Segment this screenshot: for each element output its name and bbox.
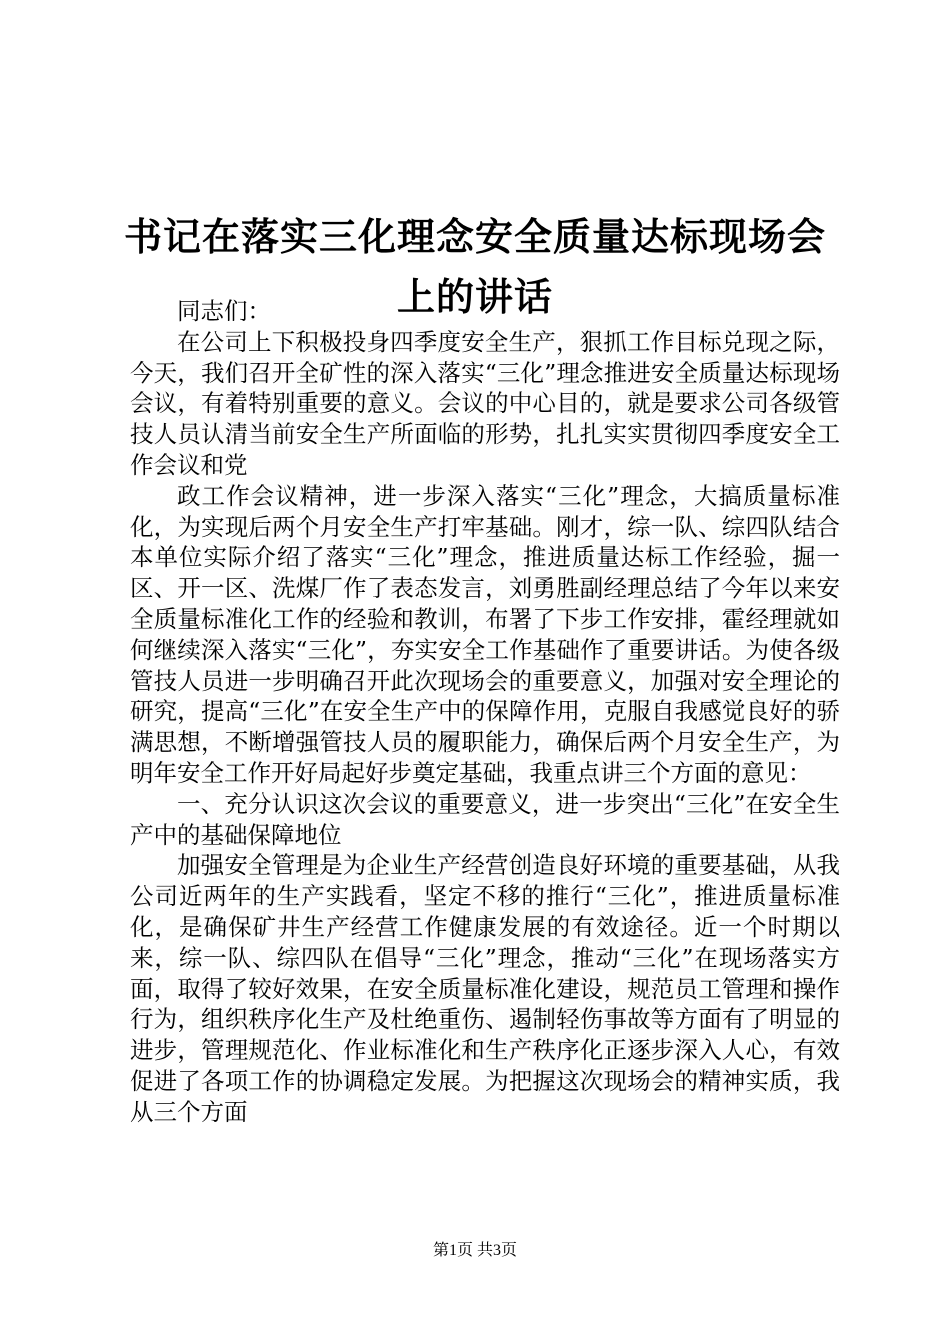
salutation-paragraph: 同志们： (177, 297, 271, 325)
document-title: 书记在落实三化理念安全质量达标现场会上的讲话 (123, 214, 826, 320)
page-footer: 第1页 共3页 (432, 1242, 517, 1259)
body-paragraph: 加强安全管理是为企业生产经营创造良好环境的重要基础，从我公司近两年的生产实践看，坚定不移的推行“三化”，推进质量标准化，是确保矿井生产经营工作健康发展的有效途径。近一个时期以来，综一队、综四队在倡导“三化”理念，推动“三化”在现场落实方面，取得了较好效果，在安全质量标准化建设，规范员工管理和操作行为，组织秩序化生产及杜绝重伤、遏制轻伤事故等方面有了明显的进步，管理规范化、作业标准化和生产秩序化正逐步深入人心，有效促进了各项工作的协调稳定发展。为把握这次现场会的精神实质，我从三个方面 (130, 851, 840, 1126)
section-heading: 一、充分认识这次会议的重要意义，进一步突出“三化”在安全生产中的基础保障地位 (130, 789, 840, 849)
document-body (130, 296, 840, 1128)
body-paragraph: 在公司上下积极投身四季度安全生产，狠抓工作目标兑现之际，今天，我们召开全矿性的深入落实“三化”理念推进安全质量达标现场会议，有着特别重要的意义。会议的中心目的，就是要求公司各级管技人员认清当前安全生产所面临的形势，扎扎实实贯彻四季度安全工作会议和党 (130, 327, 840, 479)
body-paragraph: 政工作会议精神，进一步深入落实“三化”理念，大搞质量标准化，为实现后两个月安全生产打牢基础。刚才，综一队、综四队结合本单位实际介绍了落实“三化”理念，推进质量达标工作经验，掘一区、开一区、洗煤厂作了表态发言，刘勇胜副经理总结了今年以来安全质量标准化工作的经验和教训，布署了下步工作安排，霍经理就如何继续深入落实“三化”，夯实安全工作基础作了重要讲话。为使各级管技人员进一步明确召开此次现场会的重要意义，加强对安全理论的研究，提高“三化”在安全生产中的保障作用，克服自我感觉良好的骄满思想，不断增强管技人员的履职能力，确保后两个月安全生产，为明年安全工作开好局起好步奠定基础，我重点讲三个方面的意见： (130, 481, 840, 787)
